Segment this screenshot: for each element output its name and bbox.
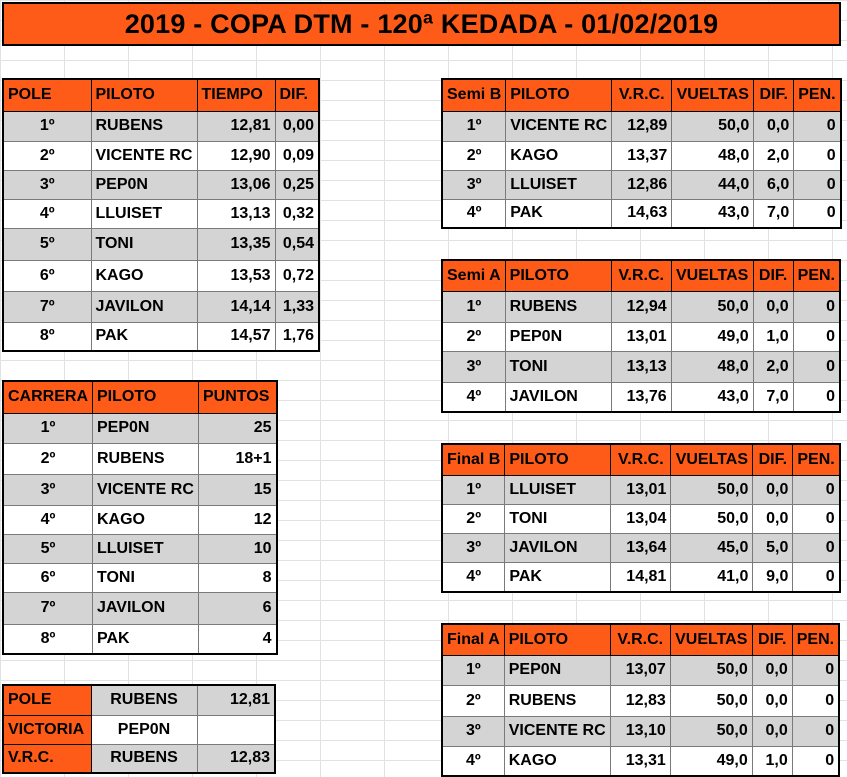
pilot-cell: PEP0N (504, 655, 610, 685)
vrc-cell: 12,83 (610, 685, 670, 716)
table-row[interactable] (442, 111, 841, 141)
position-cell: 1º (442, 475, 505, 504)
header-cell: PILOTO (93, 381, 199, 413)
header-cell: POLE (3, 79, 91, 111)
header-cell: DIF. (752, 624, 792, 655)
position-cell: 3º (3, 170, 91, 199)
laps-cell: 49,0 (671, 322, 753, 351)
points-cell: 18+1 (199, 443, 277, 474)
diff-cell: 6,0 (754, 170, 794, 199)
table-row[interactable] (442, 141, 841, 170)
table-row[interactable] (3, 443, 277, 474)
table-row[interactable] (3, 199, 319, 228)
vrc-cell: 13,10 (610, 716, 670, 746)
pilot-cell: VICENTE RC (93, 474, 199, 505)
position-cell: 6º (3, 260, 91, 291)
summary-label-victoria: VICTORIA (3, 715, 91, 744)
points-cell: 8 (199, 563, 277, 592)
table-row[interactable] (3, 322, 319, 351)
laps-cell: 44,0 (672, 170, 754, 199)
table-row[interactable] (442, 291, 840, 322)
diff-cell: 0,0 (753, 291, 793, 322)
pilot-cell: TONI (93, 563, 199, 592)
penalty-cell: 0 (793, 562, 840, 592)
table-row[interactable] (3, 413, 277, 443)
pilot-cell: JAVILON (505, 382, 611, 412)
header-cell: Final A (442, 624, 504, 655)
final-a-table (441, 623, 840, 777)
table-header-row (3, 79, 319, 111)
penalty-cell: 0 (794, 141, 841, 170)
pilot-cell: PAK (93, 624, 199, 654)
semi-b-table (441, 78, 842, 229)
penalty-cell: 0 (793, 475, 840, 504)
table-row[interactable] (3, 563, 277, 592)
table-row[interactable] (3, 141, 319, 170)
table-header-row (442, 444, 840, 475)
table-row[interactable] (442, 716, 839, 746)
pilot-cell: PAK (91, 322, 197, 351)
table-header-row (3, 381, 277, 413)
pilot-cell: LLUISET (506, 170, 612, 199)
time-cell: 13,53 (197, 260, 275, 291)
points-cell: 15 (199, 474, 277, 505)
position-cell: 2º (442, 141, 506, 170)
position-cell: 1º (442, 655, 504, 685)
header-cell: VUELTAS (670, 624, 752, 655)
header-cell: DIF. (753, 444, 793, 475)
pilot-cell: VICENTE RC (91, 141, 197, 170)
penalty-cell: 0 (794, 199, 841, 228)
laps-cell: 50,0 (670, 716, 752, 746)
pilot-cell: PEP0N (91, 170, 197, 199)
table-row[interactable] (3, 170, 319, 199)
time-cell (197, 715, 275, 744)
diff-cell: 1,0 (752, 746, 792, 776)
table-row[interactable] (3, 505, 277, 534)
pilot-cell: PAK (506, 199, 612, 228)
penalty-cell: 0 (793, 533, 840, 562)
position-cell: 2º (442, 322, 505, 351)
position-cell: 8º (3, 624, 93, 654)
vrc-cell: 13,01 (611, 475, 671, 504)
summary-table (2, 684, 276, 774)
table-row[interactable] (442, 562, 840, 592)
table-header-row (442, 624, 839, 655)
laps-cell: 48,0 (672, 141, 754, 170)
penalty-cell: 0 (792, 716, 839, 746)
diff-cell: 7,0 (753, 382, 793, 412)
position-cell: 1º (442, 111, 506, 141)
header-cell: PUNTOS (199, 381, 277, 413)
header-cell: PILOTO (506, 79, 612, 111)
table-row[interactable] (442, 475, 840, 504)
pilot-cell: RUBENS (91, 111, 197, 141)
header-cell: PEN. (793, 260, 840, 291)
table-row[interactable] (3, 534, 277, 563)
summary-label-pole: POLE (3, 685, 91, 715)
pilot-cell: RUBENS (91, 685, 197, 715)
points-cell: 10 (199, 534, 277, 563)
laps-cell: 48,0 (671, 351, 753, 382)
penalty-cell: 0 (794, 170, 841, 199)
pilot-cell: PEP0N (91, 715, 197, 744)
position-cell: 7º (3, 291, 91, 322)
pilot-cell: LLUISET (505, 475, 611, 504)
table-row[interactable] (442, 382, 840, 412)
position-cell: 3º (3, 474, 93, 505)
table-row[interactable] (3, 291, 319, 322)
time-cell: 13,06 (197, 170, 275, 199)
header-cell: V.R.C. (611, 444, 671, 475)
header-cell: VUELTAS (671, 260, 753, 291)
laps-cell: 50,0 (671, 291, 753, 322)
time-cell: 12,81 (197, 685, 275, 715)
diff-cell: 0,00 (275, 111, 319, 141)
position-cell: 7º (3, 592, 93, 624)
penalty-cell: 0 (792, 685, 839, 716)
page-title: 2019 - COPA DTM - 120ª KEDADA - 01/02/2019 (2, 2, 841, 46)
pilot-cell: PEP0N (505, 322, 611, 351)
diff-cell: 0,0 (752, 685, 792, 716)
position-cell: 3º (442, 351, 505, 382)
position-cell: 2º (442, 504, 505, 533)
penalty-cell: 0 (793, 322, 840, 351)
laps-cell: 50,0 (672, 111, 754, 141)
header-cell: Semi B (442, 79, 506, 111)
header-cell: PILOTO (505, 260, 611, 291)
vrc-cell: 13,31 (610, 746, 670, 776)
header-cell: DIF. (753, 260, 793, 291)
diff-cell: 0,0 (752, 655, 792, 685)
vrc-cell: 13,01 (611, 322, 671, 351)
table-header-row (442, 260, 840, 291)
header-cell: PEN. (793, 444, 840, 475)
points-cell: 25 (199, 413, 277, 443)
header-cell: V.R.C. (612, 79, 672, 111)
position-cell: 2º (442, 685, 504, 716)
penalty-cell: 0 (793, 382, 840, 412)
diff-cell: 1,0 (753, 322, 793, 351)
laps-cell: 49,0 (670, 746, 752, 776)
position-cell: 1º (3, 111, 91, 141)
table-row[interactable] (442, 322, 840, 351)
pilot-cell: KAGO (504, 746, 610, 776)
diff-cell: 0,0 (752, 716, 792, 746)
penalty-cell: 0 (793, 504, 840, 533)
diff-cell: 1,76 (275, 322, 319, 351)
position-cell: 4º (442, 199, 506, 228)
diff-cell: 1,33 (275, 291, 319, 322)
carrera-table (2, 380, 278, 655)
pilot-cell: RUBENS (91, 744, 197, 773)
position-cell: 3º (442, 170, 506, 199)
diff-cell: 0,25 (275, 170, 319, 199)
pilot-cell: VICENTE RC (504, 716, 610, 746)
laps-cell: 41,0 (671, 562, 753, 592)
pilot-cell: LLUISET (91, 199, 197, 228)
header-cell: PILOTO (504, 624, 610, 655)
position-cell: 8º (3, 322, 91, 351)
table-row[interactable] (3, 474, 277, 505)
laps-cell: 45,0 (671, 533, 753, 562)
points-cell: 4 (199, 624, 277, 654)
position-cell: 1º (3, 413, 93, 443)
header-cell: VUELTAS (671, 444, 753, 475)
diff-cell: 0,0 (754, 111, 794, 141)
vrc-cell: 13,13 (611, 351, 671, 382)
table-row[interactable] (442, 351, 840, 382)
position-cell: 1º (442, 291, 505, 322)
vrc-cell: 13,07 (610, 655, 670, 685)
diff-cell: 7,0 (754, 199, 794, 228)
header-cell: PEN. (792, 624, 839, 655)
pilot-cell: TONI (91, 228, 197, 260)
time-cell: 13,35 (197, 228, 275, 260)
table-row[interactable] (442, 199, 841, 228)
laps-cell: 50,0 (670, 685, 752, 716)
table-row[interactable] (442, 746, 839, 776)
pole-table (2, 78, 320, 352)
laps-cell: 43,0 (671, 382, 753, 412)
header-cell: PEN. (794, 79, 841, 111)
header-cell: DIF. (275, 79, 319, 111)
time-cell: 14,14 (197, 291, 275, 322)
pilot-cell: JAVILON (93, 592, 199, 624)
position-cell: 2º (3, 141, 91, 170)
table-row[interactable] (442, 504, 840, 533)
pilot-cell: RUBENS (93, 443, 199, 474)
table-row[interactable] (3, 744, 275, 773)
pilot-cell: JAVILON (91, 291, 197, 322)
pilot-cell: RUBENS (504, 685, 610, 716)
header-cell: Final B (442, 444, 505, 475)
diff-cell: 0,09 (275, 141, 319, 170)
pilot-cell: TONI (505, 504, 611, 533)
table-row[interactable] (3, 228, 319, 260)
diff-cell: 0,0 (753, 504, 793, 533)
position-cell: 4º (3, 505, 93, 534)
diff-cell: 0,54 (275, 228, 319, 260)
diff-cell: 0,0 (753, 475, 793, 504)
table-row[interactable] (3, 715, 275, 744)
diff-cell: 0,72 (275, 260, 319, 291)
penalty-cell: 0 (793, 351, 840, 382)
position-cell: 2º (3, 443, 93, 474)
points-cell: 12 (199, 505, 277, 534)
pilot-cell: KAGO (93, 505, 199, 534)
position-cell: 5º (3, 534, 93, 563)
header-cell: PILOTO (505, 444, 611, 475)
table-row[interactable] (3, 624, 277, 654)
diff-cell: 0,32 (275, 199, 319, 228)
penalty-cell: 0 (793, 291, 840, 322)
summary-label-vrc: V.R.C. (3, 744, 91, 773)
header-cell: TIEMPO (197, 79, 275, 111)
vrc-cell: 12,89 (612, 111, 672, 141)
laps-cell: 50,0 (671, 504, 753, 533)
penalty-cell: 0 (792, 655, 839, 685)
table-row[interactable] (3, 592, 277, 624)
position-cell: 5º (3, 228, 91, 260)
pilot-cell: VICENTE RC (506, 111, 612, 141)
penalty-cell: 0 (794, 111, 841, 141)
semi-a-table (441, 259, 841, 413)
position-cell: 6º (3, 563, 93, 592)
final-b-table (441, 443, 841, 593)
vrc-cell: 14,63 (612, 199, 672, 228)
position-cell: 4º (3, 199, 91, 228)
pilot-cell: JAVILON (505, 533, 611, 562)
time-cell: 14,57 (197, 322, 275, 351)
table-row[interactable] (442, 655, 839, 685)
position-cell: 3º (442, 716, 504, 746)
laps-cell: 50,0 (671, 475, 753, 504)
vrc-cell: 13,76 (611, 382, 671, 412)
pilot-cell: LLUISET (93, 534, 199, 563)
diff-cell: 5,0 (753, 533, 793, 562)
diff-cell: 2,0 (754, 141, 794, 170)
table-row[interactable] (442, 170, 841, 199)
position-cell: 4º (442, 562, 505, 592)
pilot-cell: KAGO (506, 141, 612, 170)
pilot-cell: PEP0N (93, 413, 199, 443)
header-cell: PILOTO (91, 79, 197, 111)
table-row[interactable] (3, 260, 319, 291)
header-cell: DIF. (754, 79, 794, 111)
pilot-cell: KAGO (91, 260, 197, 291)
position-cell: 4º (442, 746, 504, 776)
position-cell: 4º (442, 382, 505, 412)
header-cell: VUELTAS (672, 79, 754, 111)
vrc-cell: 14,81 (611, 562, 671, 592)
pilot-cell: RUBENS (505, 291, 611, 322)
laps-cell: 50,0 (670, 655, 752, 685)
diff-cell: 9,0 (753, 562, 793, 592)
time-cell: 12,81 (197, 111, 275, 141)
position-cell: 3º (442, 533, 505, 562)
table-row[interactable] (3, 111, 319, 141)
header-cell: V.R.C. (610, 624, 670, 655)
time-cell: 13,13 (197, 199, 275, 228)
penalty-cell: 0 (792, 746, 839, 776)
pilot-cell: PAK (505, 562, 611, 592)
vrc-cell: 12,94 (611, 291, 671, 322)
header-cell: Semi A (442, 260, 505, 291)
pilot-cell: TONI (505, 351, 611, 382)
laps-cell: 43,0 (672, 199, 754, 228)
vrc-cell: 13,37 (612, 141, 672, 170)
header-cell: V.R.C. (611, 260, 671, 291)
table-row[interactable] (3, 685, 275, 715)
diff-cell: 2,0 (753, 351, 793, 382)
table-row[interactable] (442, 685, 839, 716)
time-cell: 12,90 (197, 141, 275, 170)
table-row[interactable] (442, 533, 840, 562)
header-cell: CARRERA (3, 381, 93, 413)
time-cell: 12,83 (197, 744, 275, 773)
vrc-cell: 12,86 (612, 170, 672, 199)
vrc-cell: 13,64 (611, 533, 671, 562)
vrc-cell: 13,04 (611, 504, 671, 533)
table-header-row (442, 79, 841, 111)
points-cell: 6 (199, 592, 277, 624)
